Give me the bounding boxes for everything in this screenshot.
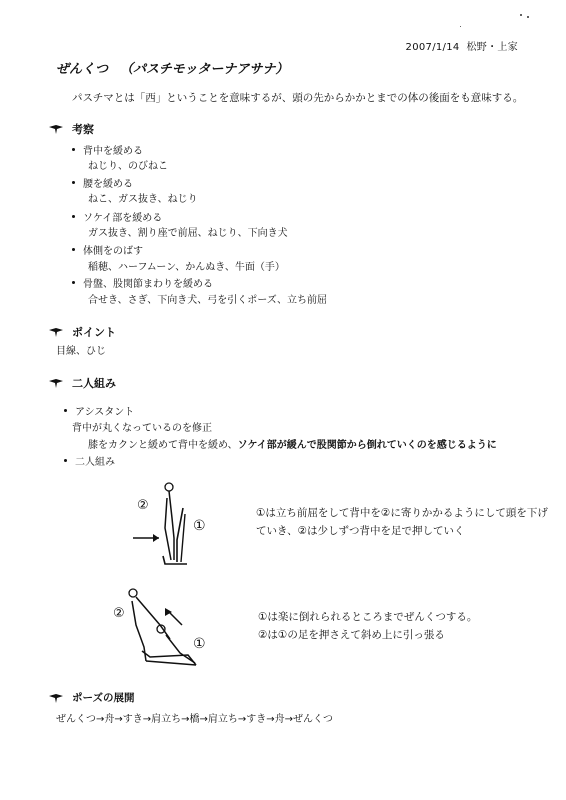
header-date: 2007/1/14 (405, 42, 460, 53)
header-authors: 松野・上家 (466, 42, 518, 53)
fig1-number-1: ① (193, 518, 206, 534)
fig2-number-1: ① (193, 636, 206, 652)
bullet-icon (72, 281, 75, 284)
fig2-number-2: ② (113, 606, 125, 621)
list-item (72, 209, 162, 224)
list-item (72, 275, 213, 290)
fig1-line2: ていき、②は少しずつ背中を足で押していく (256, 525, 465, 537)
title-sub: （パスチモッターナアサナ） (120, 62, 289, 77)
figure-2-illustration (110, 585, 210, 670)
bullet-icon (72, 248, 75, 251)
scan-speck (460, 26, 461, 27)
list-item (64, 403, 134, 418)
section-pose (48, 690, 134, 705)
section-mark-icon (48, 692, 64, 704)
scan-speck (520, 14, 522, 16)
assistant-line2 (88, 436, 497, 451)
item-detail: 稲穂、ハーフムーン、かんぬき、牛面（手） (88, 262, 285, 273)
bullet-icon (64, 409, 67, 412)
intro-text: パスチマとは「西」ということを意味するが、頭の先からかかとまでの体の後面をも意味する。 (72, 92, 524, 104)
scan-speck (527, 16, 529, 18)
assistant-line1: 背中が丸くなっているのを修正 (72, 423, 212, 434)
section-point-heading: ポイント (72, 326, 116, 339)
section-futari (48, 375, 116, 391)
point-text: 目線、ひじ (56, 346, 106, 357)
item-label: 骨盤、股関節まわりを緩める (83, 279, 213, 290)
pair-label: 二人組み (75, 457, 115, 468)
fig2-line2: ②は①の足を押さえて斜め上に引っ張る (258, 629, 445, 641)
section-kousatsu (48, 121, 94, 137)
bullet-icon (72, 148, 75, 151)
section-pose-heading: ポーズの展開 (72, 692, 135, 704)
section-kousatsu-heading: 考察 (72, 123, 94, 136)
page-title (56, 58, 288, 77)
fig2-line1: ①は楽に倒れられるところまでぜんくつする。 (258, 611, 478, 623)
title-main: ぜんくつ (56, 62, 109, 77)
section-point (48, 324, 116, 340)
figure-1-caption (256, 504, 548, 540)
item-label: ソケイ部を緩める (83, 213, 163, 224)
item-label: 腰を緩める (83, 179, 133, 190)
section-mark-icon (48, 377, 64, 389)
pose-sequence: ぜんくつ→舟→すき→肩立ち→橋→肩立ち→すき→舟→ぜんくつ (56, 714, 334, 725)
section-mark-icon (48, 326, 64, 338)
section-futari-heading: 二人組み (72, 377, 116, 390)
header-date-authors (406, 38, 518, 53)
fig1-number-2: ② (137, 498, 149, 513)
assistant-line2-a: 膝をカクンと緩めて背中を緩め、 (88, 440, 238, 451)
figure-2-caption (258, 608, 477, 644)
list-item (72, 242, 143, 257)
list-item (72, 175, 133, 190)
section-mark-icon (48, 123, 64, 135)
list-item (64, 453, 115, 468)
list-item (72, 142, 143, 157)
assistant-line2-b: ソケイ部が緩んで股関節から倒れていくのを感じるように (237, 440, 497, 451)
assistant-label: アシスタント (75, 407, 135, 418)
item-detail: ガス抜き、割り座で前屈、ねじり、下向き犬 (88, 228, 288, 239)
item-detail: 合せき、さぎ、下向き犬、弓を引くポーズ、立ち前屈 (88, 295, 327, 306)
item-label: 体側をのばす (83, 246, 143, 257)
bullet-icon (72, 215, 75, 218)
item-detail: ねこ、ガス抜き、ねじり (88, 194, 198, 205)
item-detail: ねじり、のびねこ (88, 161, 168, 172)
bullet-icon (72, 181, 75, 184)
bullet-icon (64, 459, 67, 462)
fig1-line1: ①は立ち前屈をして背中を②に寄りかかるようにして頭を下げ (256, 507, 548, 519)
item-label: 背中を緩める (83, 146, 143, 157)
